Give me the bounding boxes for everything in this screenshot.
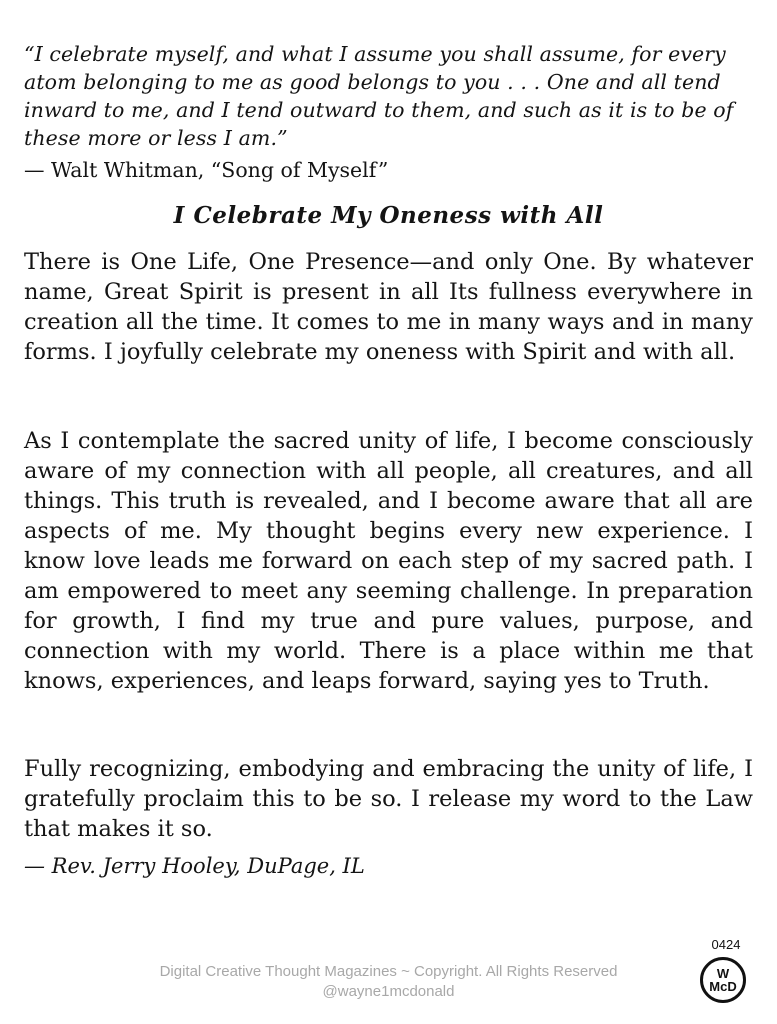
wmcd-logo — [700, 957, 746, 1003]
body-paragraph-3: Fully recognizing, embodying and embracing the unity of life, I gratefully proclaim this to be so. I release my word to the Law that makes it so. — [24, 756, 753, 842]
copyright-notice: Digital Creative Thought Magazines ~ Copyright. All Rights Reserved — [159, 963, 618, 980]
body-paragraph-1: There is One Life, One Presence—and only One. By whatever name, Great Spirit is present in all Its fullness everywhere in creation all the time. It comes to me in many ways and in many forms. I joyfully celebrate my oneness with Spirit and with all. — [24, 249, 753, 365]
footer — [0, 962, 777, 1002]
page-code: 0424 — [711, 937, 741, 952]
body-paragraph-2: As I contemplate the sacred unity of life, I become consciously aware of my connection with all people, all creatures, and all things. This truth is revealed, and I become aware that all are aspects of me. My thought begins every new experience. I know love leads me forward on each step of my sacred path. I am empowered to meet any seeming challenge. In preparation for growth, I find my true and pure values, purpose, and connection with my world. There is a place within me that knows, experiences, and leaps forward, saying yes to Truth. — [24, 428, 753, 694]
epigraph-quote: “I celebrate myself, and what I assume you shall assume, for every atom belonging to me as good belongs to you . . . One and all tend inward to me, and I tend outward to them, and such as it is to be of these more or less I am.” — [24, 42, 734, 150]
epigraph-source: — Walt Whitman, “Song of Myself” — [24, 158, 389, 182]
author-attribution: — Rev. Jerry Hooley, DuPage, IL — [24, 854, 365, 878]
social-handle: @wayne1mcdonald — [322, 983, 455, 1000]
logo-line-1: W — [716, 965, 730, 981]
page-title: I Celebrate My Oneness with All — [173, 202, 604, 229]
logo-line-2: McD — [709, 978, 737, 994]
